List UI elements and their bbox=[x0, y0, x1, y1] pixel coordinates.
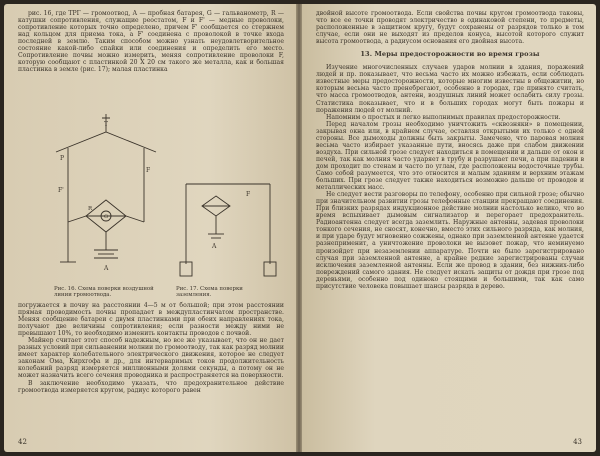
left-bottom-text bbox=[18, 302, 284, 394]
left-top-paragraph bbox=[18, 10, 284, 73]
fig17-label-F: F bbox=[246, 191, 251, 198]
paragraph: Перед началом грозы необходимо уничтожить «сквозняки» в помещении, закрывая окна или, в крайнем случае, оставляя открытыми их только с одной стороны. Все дымоходы должны быть закрыты. Замечено, что паровая молния весьма часто избирает указанные пути, вносясь даже при слабом движении воздуха. При сильной грозе следует находиться в помещении и дальше от окон и печей, так как молния часто ударяет в трубу и разрушает печи, а при падении в дом проходит по стенам и часто по углам, где расположены водосточные трубы. Само собой разумеется, что это относится и малым зданиям и верхним этажам больших. При грозе следует также находиться возможно дальше от проводов и металлических масс. bbox=[316, 120, 584, 192]
paragraph: рис. 16, где ТРГ — громоотвод, А — пробная батарея, G — гальванометр, R — катушки сопротивления, служащие реостатом, F и F' — медные проволоки, сопротивление которых точно определено, причем F' сообщается со стержнем над кольцом для приема тока, а F' соединена с проволокой в точке входа последней в землю. Таким способом можно узнать неудовлетворительное состояние какой-либо спайки или соединения и определить его место. Сопротивление почвы можно измерить, меняя сопротивление проволоки F, которую сообщают с пластинкой 20 X 20 см такого же металла, как и большая пластинка в земле (рис. 17); малая пластинка bbox=[18, 10, 284, 74]
right-text bbox=[316, 10, 584, 290]
figure-16-caption bbox=[54, 286, 164, 299]
fig-label-R: R bbox=[88, 206, 93, 212]
page-number-right: 43 bbox=[573, 438, 582, 446]
page-number-left: 42 bbox=[18, 438, 27, 446]
fig17-label-A: A bbox=[212, 243, 217, 250]
fig-label-F: F bbox=[146, 167, 151, 174]
left-page bbox=[4, 4, 296, 452]
figure-16-diagram bbox=[46, 112, 166, 282]
figure-17-caption bbox=[176, 286, 276, 299]
figure-17 bbox=[176, 174, 280, 284]
paragraph: погружается в почву на расстоянии 4—5 м от большой; при этом расстоянии прямая проводимость почвы пропадает в междупластинчатом пространстве. Меняя сообщение батареи с двумя пластинками при обеих направлениях тока, получают две величины сопротивления; если разности между ними не превышают 10%, то необходимо изменить контакты проводов с почвой. bbox=[18, 302, 284, 338]
caption-text: Рис. 17. Схема поверки заземления. bbox=[176, 286, 243, 299]
section-heading: 13. Меры предосторожности во время грозы bbox=[360, 50, 540, 59]
fig-label-T: T bbox=[104, 121, 109, 128]
figure-16 bbox=[46, 112, 166, 282]
paragraph: В заключение необходимо указать, что предохранительное действие громоотвода измеряется кругом, радиус которого равен bbox=[18, 379, 284, 394]
caption-text: Рис. 16. Схема поверки воздушной линии громоотвода. bbox=[54, 286, 154, 299]
right-page bbox=[302, 4, 596, 452]
paragraph: двойной высоте громоотвода. Если свойства почвы кругом громоотвода таковы, что все ее точки проводят электричество в одинаковой степени, то предметы, расположенные в защитном кругу, будут сохранены от разрядов только в том случае, если они не выходят из пределов конуса, высотой которого служит высота громоотвода, а радиусом основания его двойная высота. bbox=[316, 10, 584, 46]
fig-label-A: A bbox=[104, 265, 109, 272]
paragraph: Майнер считает этот способ надежным, но все же указывает, что он не дает разных условий при сильванении молнии по громоотводу, так как разряд молнии имеет характер колебательного электрического движения, которое не следует законам Ома, Кирхгофа и др., для интерваримых токов продолжительность колебаний разряд измеряется миллионными долями секунды, а потому он не может назначить всего сечения проводника и распространяется на поверхности. bbox=[18, 337, 284, 380]
figure-17-diagram bbox=[176, 174, 280, 284]
fig-label-F-prime: F' bbox=[58, 187, 64, 194]
fig-label-P: P bbox=[60, 155, 65, 162]
paragraph: Изучение многочисленных случаев ударов молнии в здания, поражений людей и пр. показывает, что весьма часто их можно избежать, если соблюдать известные меры предосторожности, которые многим известны в общежитии, но которым весьма часто пренебрегают, особенно в городах, где принято считать, что масса громоотводов, антенн, воздушных линий может ослабить силу грозы. Статистика показывает, что и в больших городах могут быть пожары и поражения людей от молний. bbox=[316, 64, 584, 114]
paragraph: Напомним о простых и легко выполнимых правилах предосторожности. bbox=[326, 113, 561, 121]
paragraph: Не следует вести разговоры по телефону, особенно при сильной грозе; обычно при значительном развитии грозы телефонные станции прекращают соединения. При близких разрядах индукционное действие молнии настолько велико, что во время вспыхивает дымовым сигнализатор и перегорает предохранитель. Радиоантенна следует всегда заземлить. Наружные антенны, задевая проволоки тонкого сечения, не сносят, конечно, вместо этих сильного разряда, как молния, и при ударе будут мгновенно сожжены, однако при заземленной антенне удается разнеприменит, а уничтожение проволоки не вызовет пожар, что неминуемо произойдет при незаземлении аппаратуре. Почти не было зарегистрировано случая при заземленной антенне, а крайне редкие зарегистрированы случаи исключения заземленной антенны. Если же провод в здании, без нижних-либо повреждений самого здания. Не следует искать защиты от дождя при грозе под деревьями, особенно под одиноко стоящими и большими, так как само присутствие человека повышает шансы разряда в дерево. bbox=[316, 191, 584, 290]
fig-label-G: G bbox=[104, 214, 108, 220]
